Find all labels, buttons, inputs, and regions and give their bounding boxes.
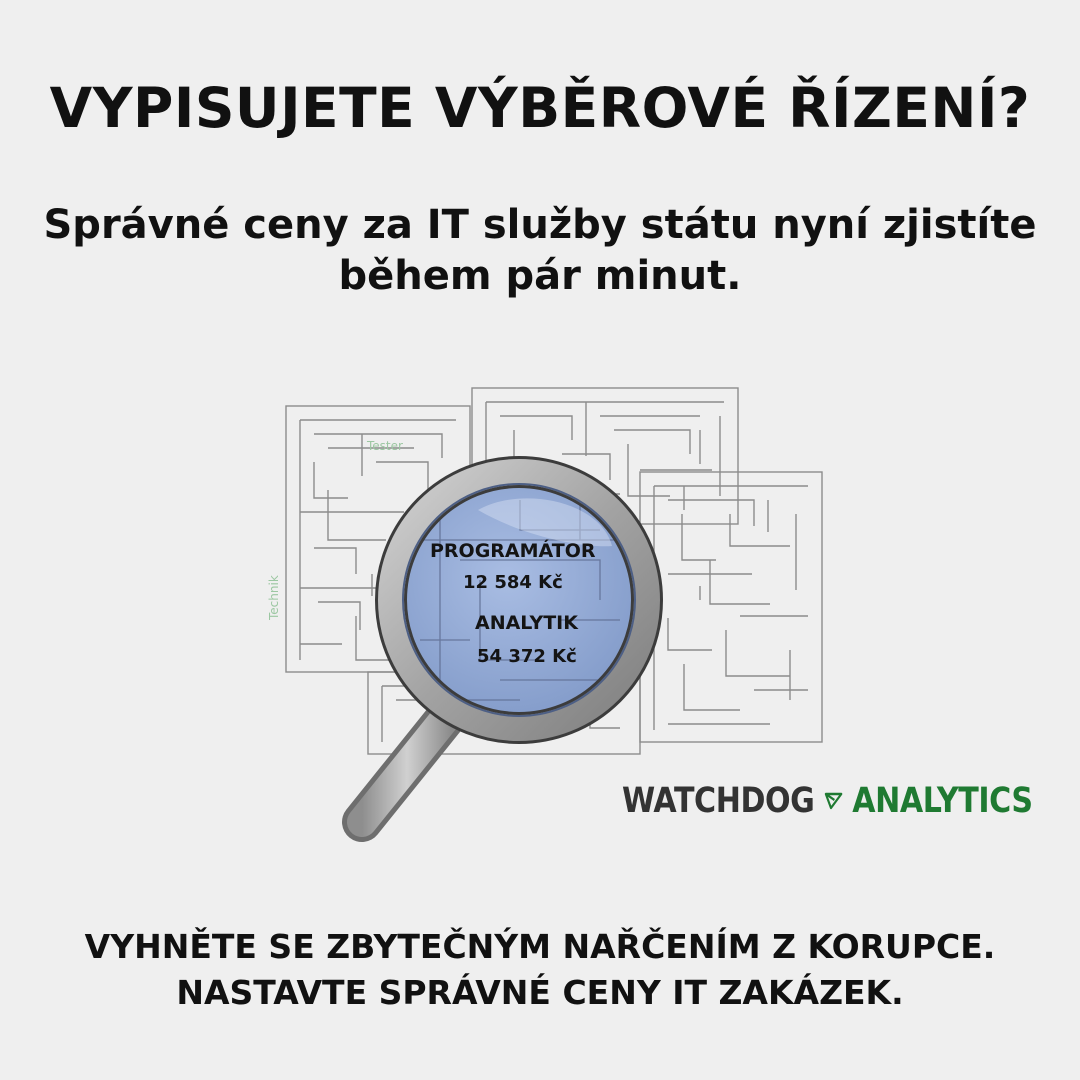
footer-line-1: VYHNĚTE SE ZBYTEČNÝM NAŘČENÍM Z KORUPCE. — [84, 927, 996, 966]
brand-word-watchdog: WATCHDOG — [622, 781, 815, 821]
watchdog-analytics-logo — [622, 781, 1033, 821]
subheadline-line-1: Správné ceny za IT služby státu nyní zjistíte — [43, 202, 1037, 248]
lens-item-title-analytik: ANALYTIK — [475, 612, 578, 634]
footer-line-2: NASTAVTE SPRÁVNÉ CENY IT ZAKÁZEK. — [176, 973, 904, 1013]
maze-label-tester: Tester — [367, 439, 403, 453]
lens-item-title-programator: PROGRAMÁTOR — [430, 540, 596, 562]
maze-label-technik: Technik — [267, 575, 281, 620]
maze-right-block — [640, 472, 822, 742]
lens-item-price-analytik: 54 372 Kč — [477, 646, 577, 667]
headline: VYPISUJETE VÝBĚROVÉ ŘÍZENÍ? — [49, 76, 1031, 140]
paper-plane-icon — [823, 789, 844, 813]
subheadline-line-2: během pár minut. — [338, 253, 742, 300]
brand-word-analytics: ANALYTICS — [852, 781, 1033, 821]
footer-callout — [0, 924, 1080, 1016]
magnifier-handle-highlight — [362, 710, 452, 822]
lens-item-price-programator: 12 584 Kč — [463, 572, 563, 593]
